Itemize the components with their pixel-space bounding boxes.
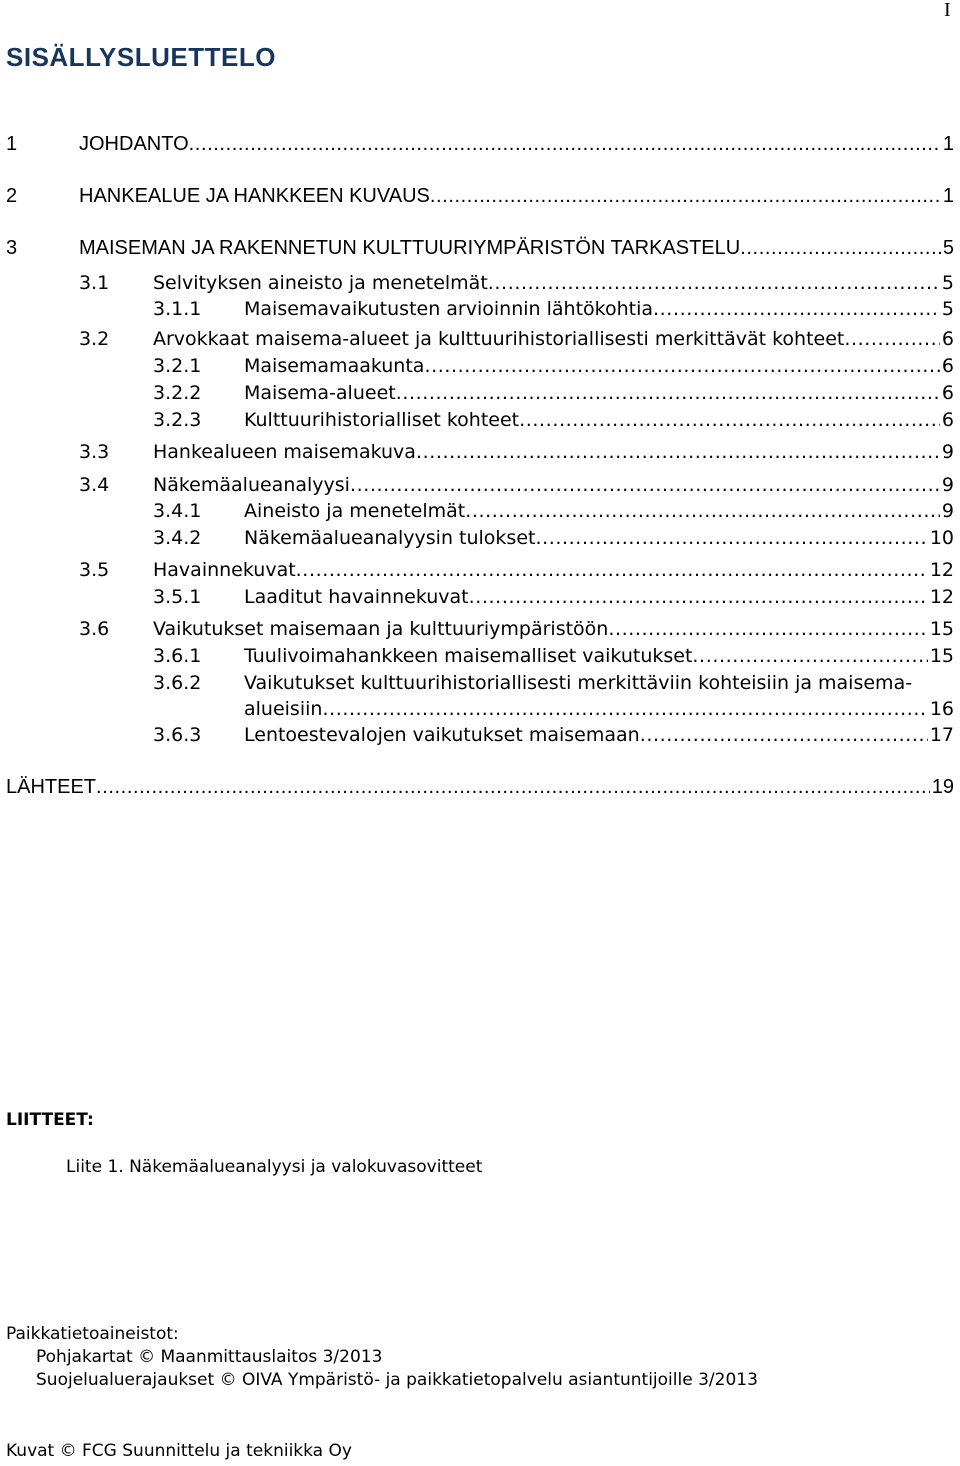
toc-title: Selvityksen aineisto ja menetelmät ..... — [153, 270, 941, 296]
toc-page: 6 — [941, 328, 954, 350]
toc-entry-3-6-1[interactable] — [0, 643, 960, 669]
toc-page: 6 — [941, 355, 954, 377]
credit-line-basemaps: Pohjakartat © Maanmittauslaitos 3/2013 — [36, 1347, 383, 1367]
toc-number: 3.4.2 — [153, 527, 202, 549]
toc-title: Hankealueen maisemakuva ..... — [153, 439, 941, 465]
toc-title: Näkemäalueanalyysi ..... — [153, 472, 941, 498]
toc-entry-3-1[interactable] — [0, 270, 960, 296]
toc-title: Arvokkaat maisema-alueet ja kulttuurihistoriallisesti merkittävät kohteet ..... — [153, 326, 941, 352]
toc-title: Maisemavaikutusten arvioinnin lähtökohtia ..... — [244, 296, 941, 322]
toc-page: 9 — [941, 500, 954, 522]
toc-title: Vaikutukset maisemaan ja kulttuuriympäristöön ..... — [153, 616, 931, 642]
page-number: I — [944, 0, 951, 21]
toc-title: JOHDANTO ..... — [79, 131, 941, 157]
toc-page: 5 — [941, 272, 954, 294]
toc-number: 3.1 — [79, 272, 110, 294]
toc-entry-3-6[interactable] — [0, 616, 960, 642]
toc-title: Näkemäalueanalyysin tulokset ..... — [244, 525, 931, 551]
toc-title: Vaikutukset kulttuurihistoriallisesti merkittäviin kohteisiin ja maisema-alueisiin ..... — [244, 670, 931, 722]
toc-entry-3-2-3[interactable] — [0, 407, 960, 433]
toc-entry-3-5[interactable] — [0, 557, 960, 583]
toc-entry-3-6-3[interactable] — [0, 722, 960, 748]
credit-line-photos: Kuvat © FCG Suunnittelu ja tekniikka Oy — [6, 1441, 352, 1461]
toc-entry-3-3[interactable] — [0, 439, 960, 465]
toc-page: 9 — [941, 474, 954, 496]
toc-number: 3 — [6, 237, 18, 259]
toc-number: 3.2.2 — [153, 382, 202, 404]
toc-number: 3.4 — [79, 474, 110, 496]
toc-title: Aineisto ja menetelmät ..... — [244, 498, 941, 524]
toc-number: 1 — [6, 133, 18, 155]
toc-page: 15 — [929, 645, 954, 667]
toc-entry-2[interactable] — [0, 183, 960, 209]
toc-page: 5 — [941, 298, 954, 320]
toc-page: 6 — [941, 409, 954, 431]
toc-number: 3.2.3 — [153, 409, 202, 431]
toc-page: 12 — [929, 586, 954, 608]
toc-entry-3-4-1[interactable] — [0, 498, 960, 524]
toc-page: 9 — [941, 441, 954, 463]
toc-page: 1 — [942, 133, 954, 155]
toc-number: 3.2.1 — [153, 355, 202, 377]
toc-number: 3.1.1 — [153, 298, 202, 320]
toc-entry-3[interactable] — [0, 235, 960, 261]
toc-title: Maisema-alueet ..... — [244, 380, 941, 406]
toc-title: Laaditut havainnekuvat ..... — [244, 584, 931, 610]
toc-title: Lentoestevalojen vaikutukset maisemaan ..... — [244, 722, 931, 748]
toc-page: 5 — [942, 237, 954, 259]
toc-entry-3-1-1[interactable] — [0, 296, 960, 322]
toc-entry-lahteet[interactable] — [0, 774, 960, 800]
toc-entry-3-5-1[interactable] — [0, 584, 960, 610]
toc-page: 17 — [929, 724, 954, 746]
toc-page: 15 — [929, 618, 954, 640]
toc-page: 1 — [942, 185, 954, 207]
toc-page: 16 — [929, 698, 954, 720]
credit-line-protected-areas: Suojelualuerajaukset © OIVA Ympäristö- ja paikkatietopalvelu asiantuntijoille 3/2013 — [36, 1370, 758, 1390]
toc-entry-3-2-2[interactable] — [0, 380, 960, 406]
toc-entry-1[interactable] — [0, 131, 960, 157]
toc-title: Tuulivoimahankkeen maisemalliset vaikutukset ..... — [244, 643, 931, 669]
toc-number: 3.6.1 — [153, 645, 202, 667]
toc-number: 3.6.3 — [153, 724, 202, 746]
toc-number: 3.3 — [79, 441, 110, 463]
attachments-heading: LIITTEET: — [6, 1110, 94, 1130]
toc-title: Maisemamaakunta ..... — [244, 353, 941, 379]
toc-title: LÄHTEET ..... — [6, 774, 931, 800]
toc-title: Havainnekuvat ..... — [153, 557, 931, 583]
toc-entry-3-2-1[interactable] — [0, 353, 960, 379]
toc-number: 3.2 — [79, 328, 110, 350]
toc-page: 6 — [941, 382, 954, 404]
toc-entry-3-4-2[interactable] — [0, 525, 960, 551]
toc-title: HANKEALUE JA HANKKEEN KUVAUS ..... — [79, 183, 941, 209]
toc-entry-3-6-2[interactable] — [0, 670, 960, 722]
toc-page: 19 — [931, 776, 954, 798]
toc-title: Kulttuurihistorialliset kohteet ..... — [244, 407, 941, 433]
toc-number: 3.6.2 — [153, 672, 202, 694]
toc-entry-3-4[interactable] — [0, 472, 960, 498]
toc-number: 3.4.1 — [153, 500, 202, 522]
toc-page: 12 — [929, 559, 954, 581]
toc-title: MAISEMAN JA RAKENNETUN KULTTUURIYMPÄRISTÖN TARKASTELU ..... — [79, 235, 941, 261]
credits-heading: Paikkatietoaineistot: — [6, 1324, 179, 1344]
toc-number: 2 — [6, 185, 18, 207]
toc-number: 3.5 — [79, 559, 110, 581]
attachment-item: Liite 1. Näkemäalueanalyysi ja valokuvasovitteet — [66, 1157, 483, 1177]
toc-page: 10 — [929, 527, 954, 549]
toc-number: 3.6 — [79, 618, 110, 640]
toc-number: 3.5.1 — [153, 586, 202, 608]
toc-entry-3-2[interactable] — [0, 326, 960, 352]
page-title: SISÄLLYSLUETTELO — [6, 42, 276, 72]
